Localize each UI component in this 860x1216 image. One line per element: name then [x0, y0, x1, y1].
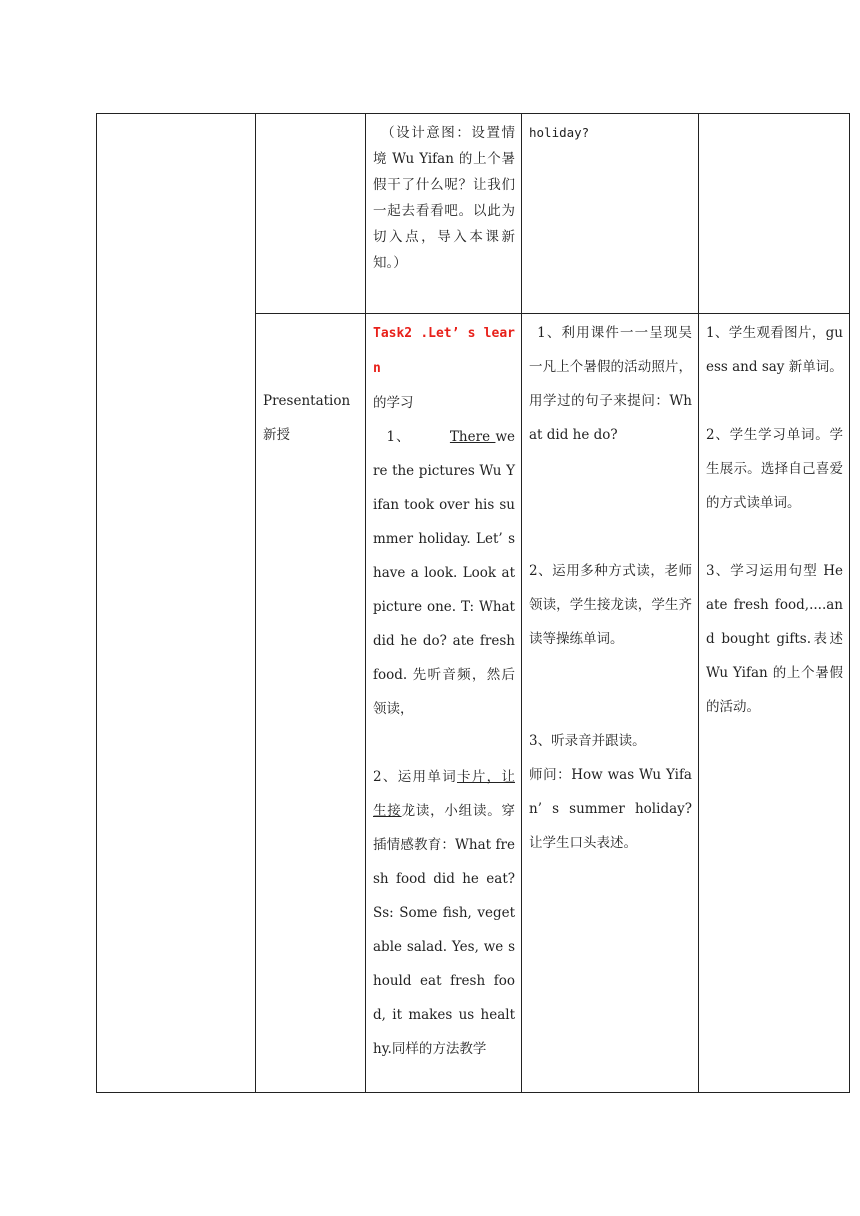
teacher-step2: 2、运用多种方式读，老师领读，学生接龙读，学生齐读等操练单词。: [529, 563, 692, 647]
student-step1: 1、学生观看图片，guess and say 新单词。: [706, 325, 843, 375]
teacher-step3-title: 3、听录音并跟读。: [529, 733, 646, 749]
teacher-step1: 1、利用课件一一呈现吴一凡上个暑假的活动照片，用学过的句子来提问：What did he do?: [529, 325, 692, 443]
task-title: Task2 .Let’ s learn: [373, 326, 515, 376]
step2-text: 龙读，小组读。穿插情感教育：What fresh food did he eat? Ss: Some fish, vegetable salad. Yes, we should eat fresh food, it makes us healthy.同样的方法教学: [373, 803, 516, 1057]
step2-underlined: 卡片，让生接: [373, 769, 515, 819]
stage-cell-empty: [256, 114, 366, 314]
step1-prefix: 1、: [386, 429, 417, 445]
lesson-plan-table: [96, 113, 850, 1093]
teacher-content-cell: [366, 114, 522, 314]
teaching-content-cell: [366, 314, 522, 1093]
stage-cell: [256, 314, 366, 1093]
task-suffix: 的学习: [373, 395, 414, 411]
stage-label-en: Presentation: [263, 393, 351, 409]
teacher-step3-text: 师问：How was Wu Yifan’ s summer holiday? 让学生口头表述。: [529, 767, 692, 851]
blank-column-cell: [97, 114, 256, 1093]
teacher-activity-cell: [522, 314, 699, 1093]
table-row: [97, 114, 850, 314]
student-step2: 2、学生学习单词。学生展示。选择自己喜爱的方式读单词。: [706, 427, 843, 511]
student-activity-cell-empty: [699, 114, 850, 314]
teacher-activity-cell: [522, 114, 699, 314]
step1-underlined: There: [449, 429, 496, 445]
stage-label-cn: 新授: [263, 427, 290, 443]
design-intent-text: （设计意图：设置情境 Wu Yifan 的上个暑假干了什么呢？让我们一起去看看吧。以此为切入点，导入本课新知。）: [373, 125, 515, 271]
student-activity-cell: [699, 314, 850, 1093]
step2-prefix: 2、运用单词: [373, 769, 458, 785]
holiday-question-text: holiday?: [529, 125, 590, 140]
student-step3: 3、学习运用句型 He ate fresh food,....and bought gifts.表述 Wu Yifan 的上个暑假的活动。: [706, 563, 843, 715]
step1-text: were the pictures Wu Yifan took over his summer holiday. Let’ s have a look. Look at picture one. T: What did he do? ate fresh food. 先听音频，然后领读，: [373, 429, 515, 717]
